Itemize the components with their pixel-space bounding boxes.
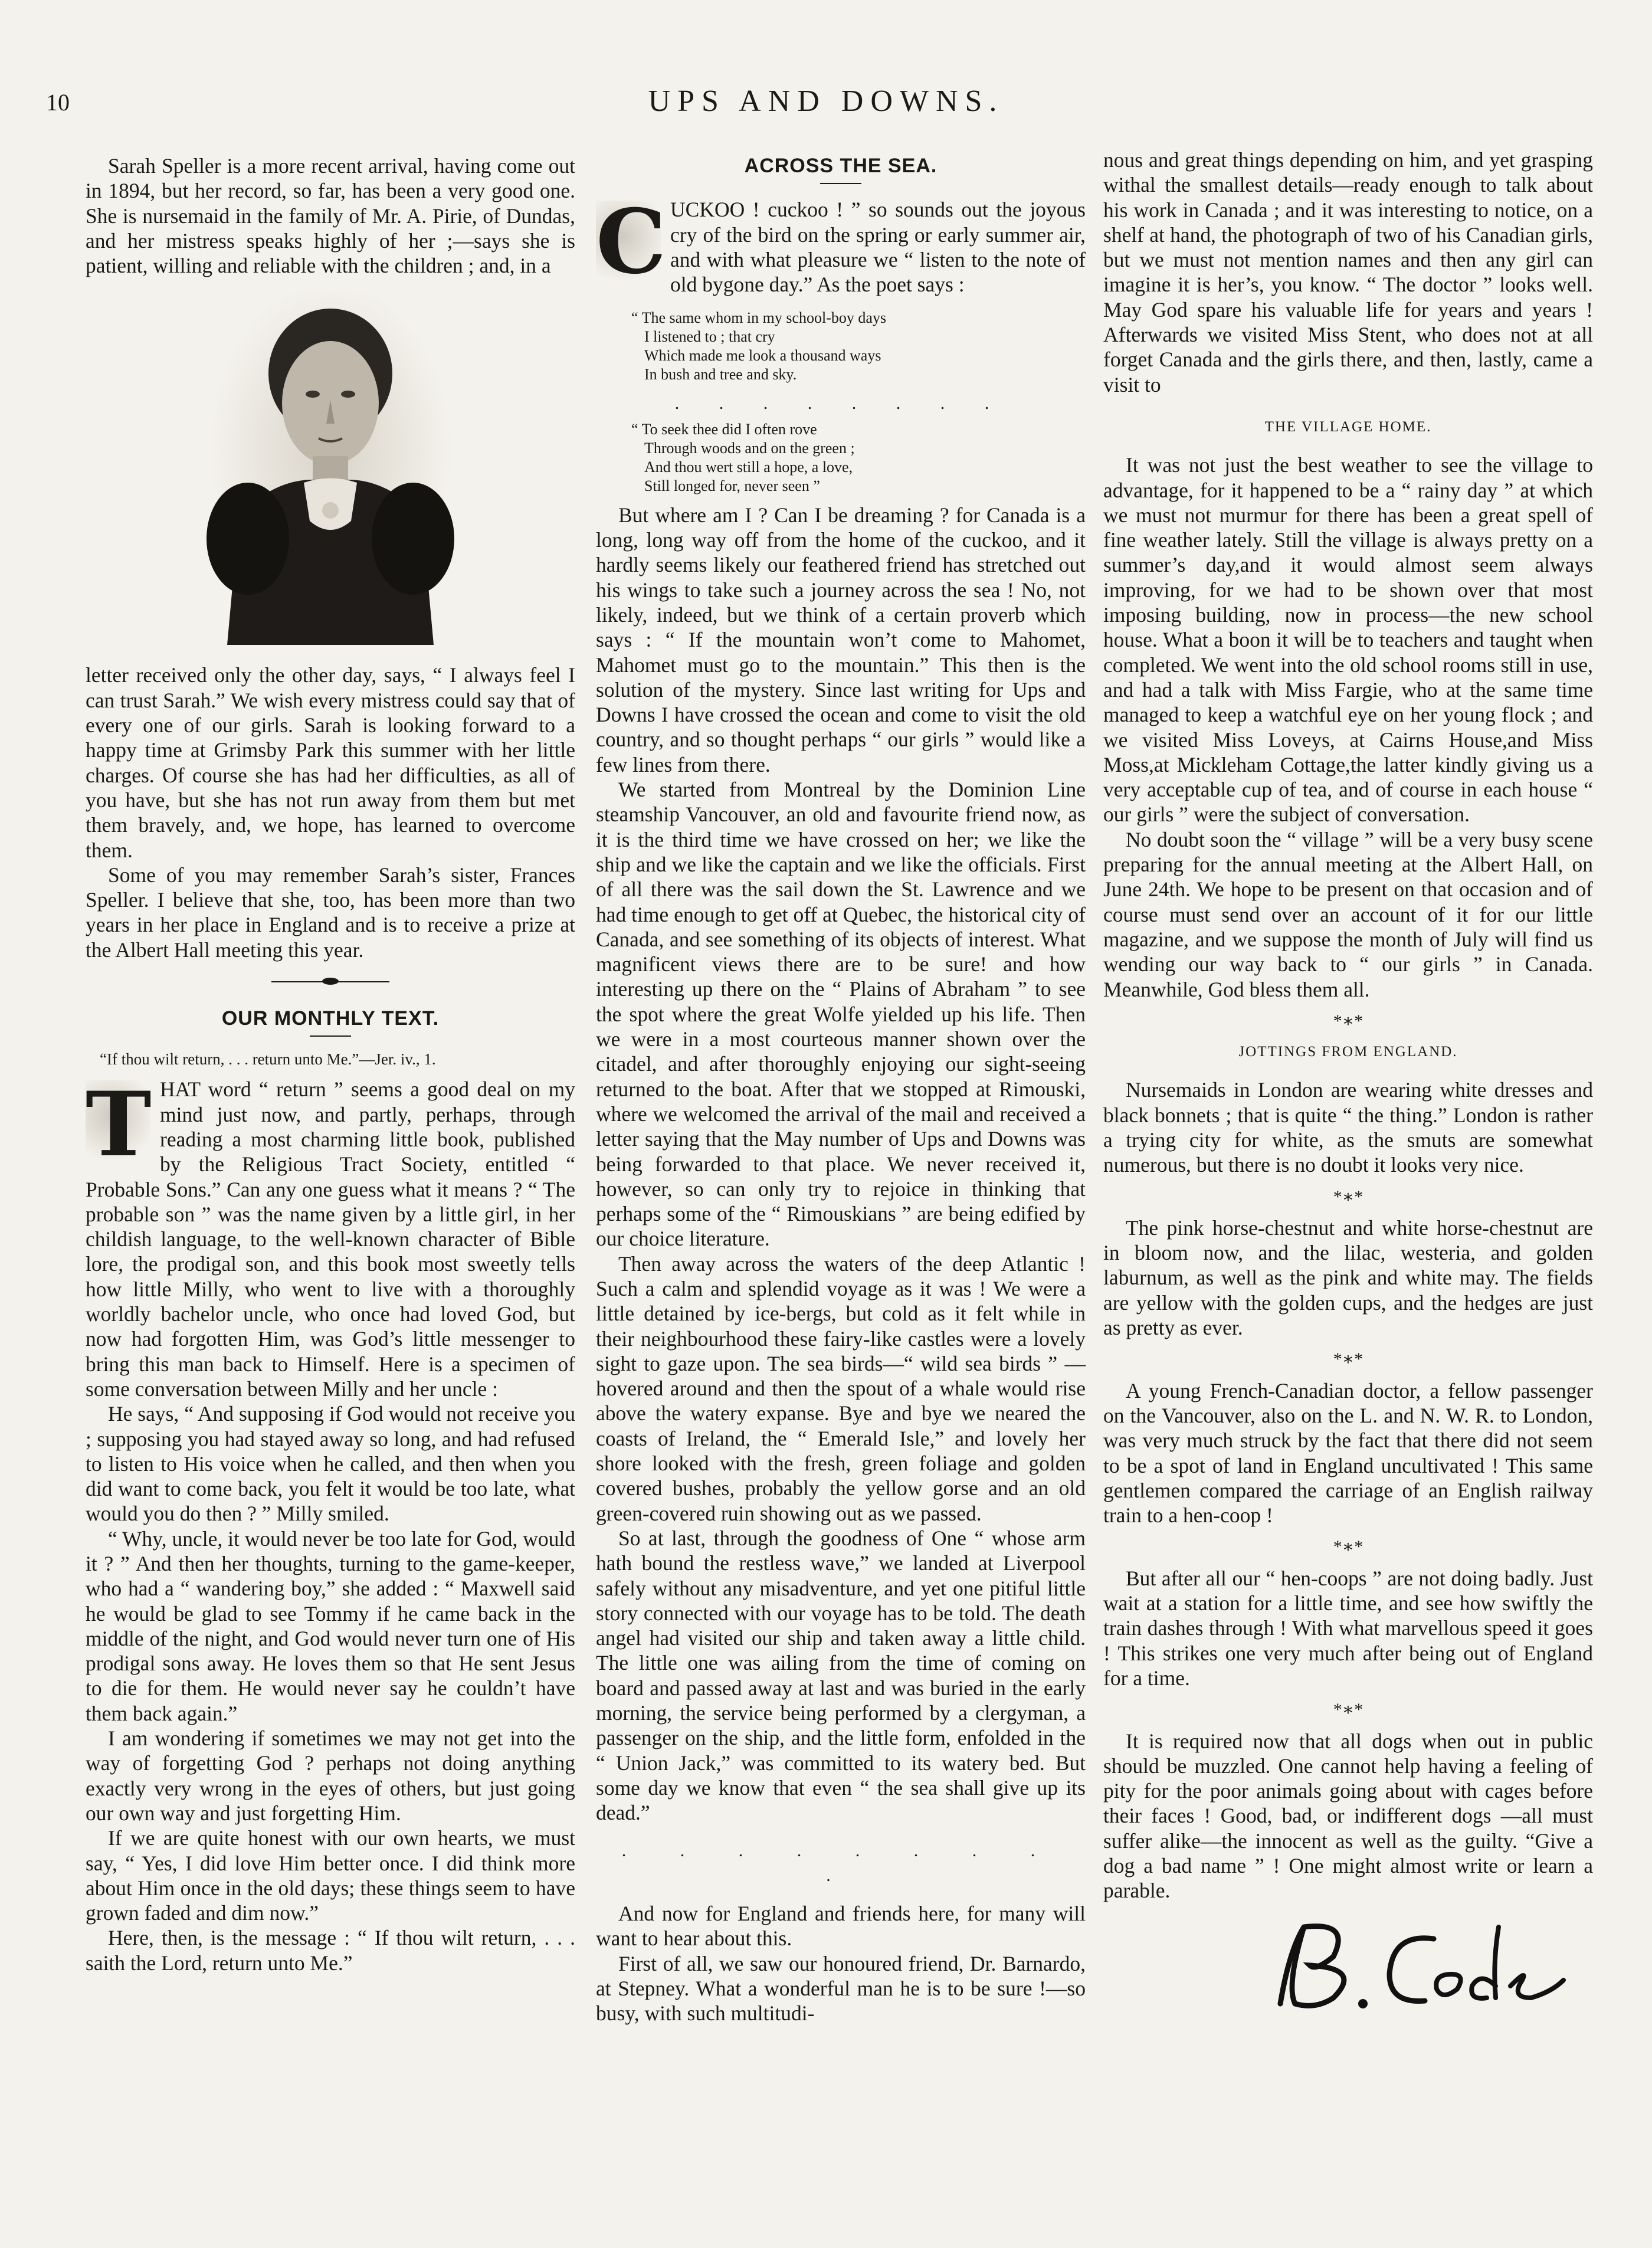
article-paragraph: Sarah Speller is a more recent arrival, having come out in 1894, but her record, so far, has been a very good one. She is nursemaid in the family of Mr. A. Pirie, of Dundas, and her mistress speaks highly of her ;—says she is patient, willing and reliable with the children ; and, in a (86, 154, 575, 278)
article-paragraph: Here, then, is the message : “ If thou wilt return, . . . saith the Lord, return unto Me.” (86, 1926, 575, 1975)
portrait-illustration (204, 291, 457, 645)
article-paragraph: letter received only the other day, says, “ I always feel I can trust Sarah.” We wish every mistress could say that of every one of our girls. Sarah is looking forward to a happy time at Grimsby Park this summer with her little charges. Of course she has had her difficulties, as all of you have, but she has not run away from them but met them bravely, and, we hope, has learned to overcome them. (86, 663, 575, 862)
asterism: *∗* (1333, 1700, 1363, 1720)
poem-line: In bush and tree and sky. (644, 366, 797, 384)
article-paragraph: “ Why, uncle, it would never be too late for God, would it ? ” And then her thoughts, turning to the game-keeper, who had a “ wandering boy,” she added : “ Maxwell said he would be glad to see Tommy if he came back in the middle of the night, and God would never turn one of His prodigal sons away. He loves them so that He sent Jesus to die for them. He would never say he couldn’t have them back again.” (86, 1526, 575, 1725)
poem-line: Which made me look a thousand ways (644, 347, 881, 365)
poem-line: And thou wert still a hope, a love, (644, 458, 853, 476)
page-number: 10 (46, 89, 70, 116)
section-heading: ACROSS THE SEA. (744, 155, 938, 177)
article-paragraph: But after all our “ hen-coops ” are not doing badly. Just wait at a station for a little time, and see how swiftly the train dashes through ! With what marvellous speed it goes ! This strikes one very much after being out of England for a time. (1103, 1566, 1593, 1690)
section-heading: OUR MONTHLY TEXT. (221, 1007, 440, 1030)
article-paragraph: Then away across the waters of the deep Atlantic ! Such a calm and splendid voyage as it was ! We were a little detained by ice-bergs, but cold as it felt while in their neighbourhood these fairy-like castles were a lovely sight to gaze upon. The sea birds—“ wild sea birds ” —hovered around and then the spout of a whale would rise above the watery expanse. Bye and bye we neared the coasts of Ireland, the “ Emerald Isle,” and lovely her shore looked with the fresh, green foliage and golden covered bushes, probably the yellow gorse and an old green-covered ruin showing out as we passed. (596, 1251, 1086, 1525)
drop-cap: T (86, 1073, 152, 1177)
article-paragraph: He says, “ And supposing if God would not receive you ; supposing you had stayed away so long, and had refused to listen to His voice when he called, and then when you did want to come back, you felt it would be too late, what would you do then ? ” Milly smiled. (86, 1402, 575, 1526)
article-paragraph: I am wondering if sometimes we may not get into the way of forgetting God ? perhaps not doing anything exactly very wrong in the eyes of others, but just going our own way and just forgetting Him. (86, 1726, 575, 1825)
subsection-heading: THE VILLAGE HOME. (1264, 418, 1432, 435)
section-divider (271, 978, 389, 986)
poem-line: “ To seek thee did I often rove (631, 420, 817, 438)
article-paragraph: It was not just the best weather to see the village to advantage, for it happened to be a “ rainy day ” at which we must not murmur for there has been a great spell of fine weather lately. Still the village is always pretty on a summer’s day,and it would almost seem always improving, for we had to be shown over that most imposing building, now in process—the new school house. What a boon it will be to teachers and taught when completed. We went into the old school rooms still in use, and had a talk with Miss Fargie, who at the same time managed to keep a watchful eye on her young flock ; and we visited Miss Loveys, at Cairns House,and Miss Moss,at Mickleham Cottage,the latter kindly giving us a very acceptable cup of tea, and of course in each house “ our girls ” were the subject of conversation. (1103, 453, 1593, 827)
asterism: *∗* (1333, 1349, 1363, 1369)
article-paragraph: And now for England and friends here, for many will want to hear about this. (596, 1902, 1086, 1951)
signature (1103, 1915, 1593, 2016)
article-paragraph: nous and great things depending on him, and yet grasping withal the smallest details—ready enough to talk about his work in Canada ; and it was interesting to notice, on a shelf at hand, the photograph of two of his Canadian girls, but we must not mention names and then any girl can imagine it is her’s, you know. “ The doctor ” looks well. May God spare his valuable life for years and years ! Afterwards we visited Miss Stent, who does not at all forget Canada and the girls there, and then, lastly, came a visit to (1103, 148, 1593, 396)
poem-line: I listened to ; that cry (644, 328, 775, 346)
article-paragraph: UCKOO ! cuckoo ! ” so sounds out the joyous cry of the bird on the spring or early summer air, and with what pleasure we “ listen to the note of old bygone day.” As the poet says : (670, 198, 1086, 297)
article-paragraph: So at last, through the goodness of One “ whose arm hath bound the restless wave,” we landed at Liverpool safely without any misadventure, and yet one pitiful little story connected with our voyage has to be told. The death angel had visited our ship and taken away a little child. The little one was ailing from the time of coming on board and passed away at last and was buried in the early morning, the service being performed by a clergyman, a passenger on the ship, and the little form, enfolded in the “ Union Jack,” was committed to its watery bed. But some day we know that even “ the sea shall give up its dead.” (596, 1526, 1086, 1825)
article-paragraph: If we are quite honest with our own hearts, we must say, “ Yes, I did love Him better once. I did think more about Him once in the old days; these things seem to have grown faded and dim now.” (86, 1826, 575, 1925)
article-paragraph: HAT word “ return ” seems a good deal on my mind just now, and partly, perhaps, through reading a most charming little book, published by the Religious Tract Society, entitled “ Probable Sons.” Can any one guess what it means ? “ The probable son ” was the name given by a little girl, in her childish language, to the well-known character of Bible lore, the prodigal son, and this book most sweetly tells how little Milly, who went to live with a thoroughly worldly bachelor uncle, who once had loved God, but now had forgotten Him, was God’s little messenger to bring this man back to Himself. Here is a specimen of some conversation between Milly and her uncle : (86, 1077, 575, 1401)
column-1 (86, 153, 575, 1975)
article-paragraph: First of all, we saw our honoured friend, Dr. Barnardo, at Stepney. What a wonderful man he is to be sure !—so busy, with such multitudi- (596, 1951, 1086, 2026)
article-paragraph: A young French-Canadian doctor, a fellow passenger on the Vancouver, also on the L. and N. W. R. to London, was very much struck by the fact that there did not seem to be a spot of land in England uncultivated ! This same gentlemen compared the carriage of an English railway train to a hen-coop ! (1103, 1378, 1593, 1528)
asterism: *∗* (1333, 1537, 1363, 1557)
asterism: *∗* (1333, 1187, 1363, 1207)
asterism: *∗* (1333, 1011, 1363, 1031)
poem-line: Still longed for, never seen ” (644, 477, 820, 494)
article-paragraph: But where am I ? Can I be dreaming ? for Canada is a long, long way off from the home of the cuckoo, and it hardly seems likely our feathered friend has stretched out his wings to take such a journey across the sea ! No, not likely, indeed, but we think of a certain proverb which says : “ If the mountain won’t come to Mahomet, Mahomet must go to the mountain.” This then is the solution of the mystery. Since last writing for Ups and Downs I have crossed the ocean and come to visit the old country, and so thought perhaps “ our girls ” would like a few lines from there. (596, 503, 1086, 776)
masthead-title: UPS AND DOWNS. (648, 84, 1004, 118)
article-paragraph: Nursemaids in London are wearing white dresses and black bonnets ; that is quite “ the thing.” London is rather a trying city for white, as the smuts are somewhat numerous, but there is no doubt it looks very nice. (1103, 1078, 1593, 1177)
epigraph: “If thou wilt return, . . . return unto Me.”—Jer. iv., 1. (100, 1050, 436, 1069)
handwritten-signature (1263, 1915, 1569, 2016)
heading-rule (820, 183, 861, 184)
heading-rule (310, 1035, 351, 1037)
article-paragraph: No doubt soon the “ village ” will be a very busy scene preparing for the annual meeting at the Albert Hall, on June 24th. We hope to be present on that occasion and of course must send over an account of it for our little magazine, and we suppose the month of July will find us wending our way back to “ our girls ” in Canada. Meanwhile, God bless them all. (1103, 827, 1593, 1001)
article-paragraph: Some of you may remember Sarah’s sister, Frances Speller. I believe that she, too, has been more than two years in her place in England and is to receive a prize at the Albert Hall meeting this year. (86, 863, 575, 962)
dot-separator: . . . . . . . . (674, 394, 1007, 414)
poem-line: Through woods and on the green ; (644, 439, 855, 457)
poem-line: “ The same whom in my school-boy days (631, 309, 887, 327)
drop-cap: C (596, 190, 667, 294)
subsection-heading: JOTTINGS FROM ENGLAND. (1238, 1044, 1458, 1060)
article-paragraph: We started from Montreal by the Dominion Line steamship Vancouver, an old and favourite friend now, as it is the third time we have crossed on her; we like the ship and we like the captain and we like the officials. First of all there was the sail down the St. Lawrence and we had time enough to get off at Quebec, the historical city of Canada, and see something of its objects of interest. What magnificent views there are to be sure! and how interesting up there on the “ Plains of Abraham ” to see the spot where the great Wolfe yielded up his life. Then we were in a most courteous manner shown over the citadel, and after thoroughly enjoying our sight-seeing returned to the boat. After that we stopped at Rimouski, where we welcomed the arrival of the mail and received a letter saying that the May number of Ups and Downs was being forwarded to that place. We never received it, however, so can only try to rejoice in thinking that perhaps some of the “ Rimouskians ” are being edified by our choice literature. (596, 778, 1086, 1251)
poem-stanza (631, 309, 1086, 384)
portrait-photo (204, 291, 457, 645)
column-3 (1103, 148, 1593, 2016)
column-2 (596, 153, 1086, 2026)
dot-separator: . . . . . . . . . (621, 1840, 1060, 1885)
article-paragraph: The pink horse-chestnut and white horse-chestnut are in bloom now, and the lilac, westeria, and golden laburnum, as well as the pink and white may. The fields are yellow with the golden cups, and the hedges are just as pretty as ever. (1103, 1215, 1593, 1340)
poem-stanza (631, 420, 1086, 496)
article-paragraph: It is required now that all dogs when out in public should be muzzled. One cannot help having a feeling of pity for the poor animals going about with cages before their faces ! Good, bad, or indifferent dogs —all must suffer alike—the innocent as well as the guilty. “Give a dog a bad name ” ! One might almost write or learn a parable. (1103, 1729, 1593, 1903)
